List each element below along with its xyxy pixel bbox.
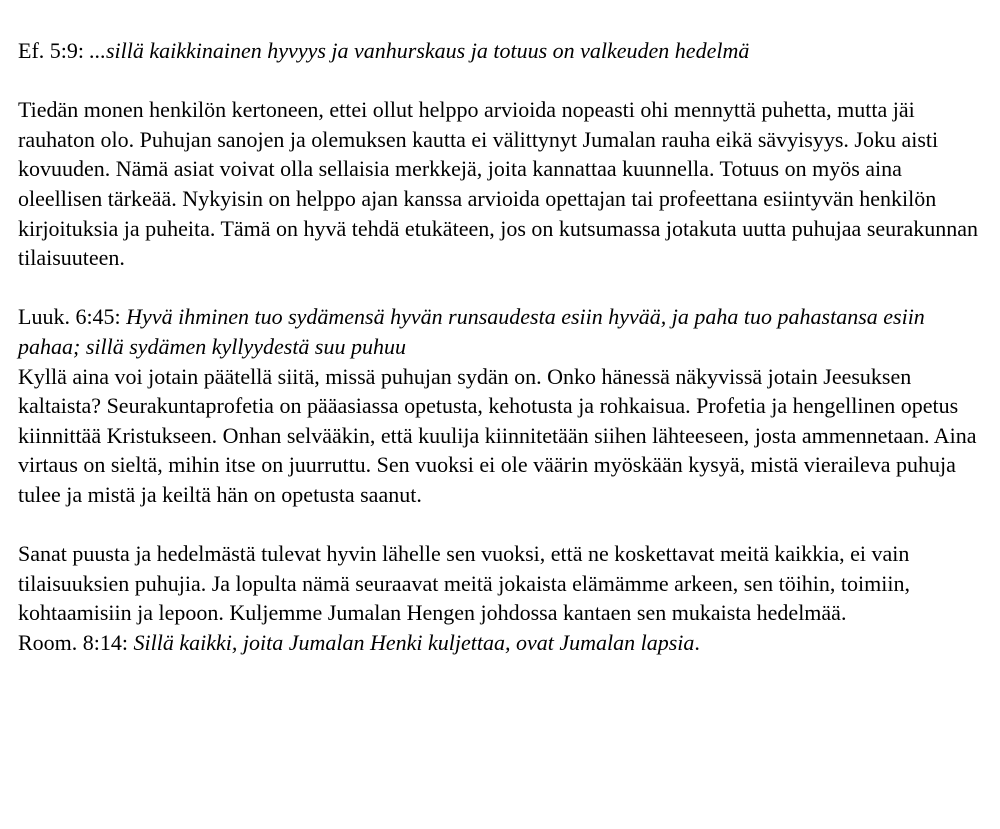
verse-reference: Luuk. 6:45: xyxy=(18,304,127,330)
verse-luuk-6-45 xyxy=(18,302,990,361)
verse-quote: Sillä kaikki, joita Jumalan Henki kuljettaa, ovat Jumalan lapsia xyxy=(133,629,695,655)
paragraph-2: Kyllä aina voi jotain päätellä siitä, missä puhujan sydän on. Onko hänessä näkyvissä jotain Jeesuksen kaltaista? Seurakuntaprofetia on pääasiassa opetusta, kehotusta ja rohkaisua. Profetia ja hengellinen opetus kiinnittää Kristukseen. Onhan selvääkin, että kuulija kiinnitetään siihen lähteeseen, josta ammennetaan. Aina virtaus on sieltä, mihin itse on juurruttu. Sen vuoksi ei ole väärin myöskään kysyä, mistä vieraileva puhuja tulee ja mistä ja keiltä hän on opetusta saanut. xyxy=(18,363,977,507)
verse-reference: Ef. 5:9: xyxy=(18,38,90,63)
document-page xyxy=(18,36,990,657)
verse-quote: ...sillä kaikkinainen hyvyys ja vanhurskaus ja totuus on valkeuden hedelmä xyxy=(89,38,750,63)
verse-room-8-14 xyxy=(18,628,990,658)
verse-end-punctuation: . xyxy=(694,629,700,655)
verse-quote: Hyvä ihminen tuo sydämensä hyvän runsaudesta esiin hyvää, ja paha tuo pahastansa esiin pahaa; sillä sydämen kyllyydestä suu puhuu xyxy=(18,304,925,359)
paragraph-gap xyxy=(18,273,990,303)
verse-ef-5-9 xyxy=(18,36,990,66)
paragraph-1: Tiedän monen henkilön kertoneen, ettei ollut helppo arvioida nopeasti ohi mennyttä puhetta, mutta jäi rauhaton olo. Puhujan sanojen ja olemuksen kautta ei välittynyt Jumalan rauha eikä sävyisyys. Joku aisti kovuuden. Nämä asiat voivat olla sellaisia merkkejä, joita kannattaa kuunnella. Totuus on myös aina oleellisen tärkeää. Nykyisin on helppo ajan kanssa arvioida opettajan tai profeettana esiintyvän henkilön kirjoituksia ja puheita. Tämä on hyvä tehdä etukäteen, jos on kutsumassa jotakuta uutta puhujaa seurakunnan tilaisuuteen. xyxy=(18,97,979,271)
verse-reference: Room. 8:14: xyxy=(18,629,134,655)
paragraph-3: Sanat puusta ja hedelmästä tulevat hyvin lähelle sen vuoksi, että ne koskettavat meitä kaikkia, ei vain tilaisuuksien puhujia. Ja lopulta nämä seuraavat meitä jokaista elämämme arkeen, sen töihin, toimiin, kohtaamisiin ja lepoon. Kuljemme Jumalan Hengen johdossa kantaen sen mukaista hedelmää. xyxy=(18,541,910,626)
paragraph-gap xyxy=(18,510,990,540)
paragraph-gap xyxy=(18,66,990,96)
